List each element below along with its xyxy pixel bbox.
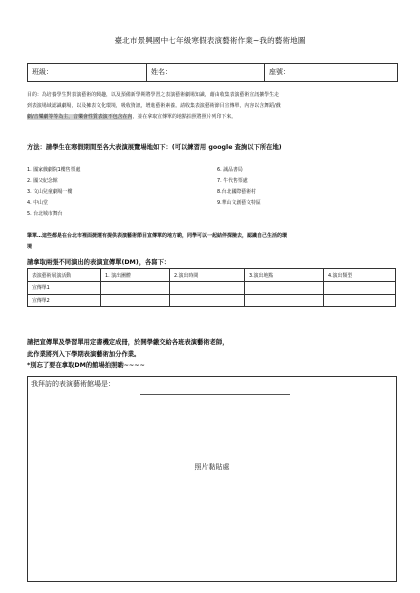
purpose-paragraph <box>27 90 399 123</box>
table-cell[interactable] <box>170 294 245 307</box>
seat-field[interactable]: 座號： <box>264 64 397 81</box>
venue-item: 2. 國父紀念館 <box>27 178 58 184</box>
closing-line: 此作業將列入下學期表演藝術加分作業。 <box>27 350 141 358</box>
venue-item: 8.台北國際藝術村 <box>217 189 256 195</box>
purpose-highlight: 劇/音樂劇等等為主，音樂會性質表演不包含在內 <box>27 114 133 120</box>
purpose-line <box>27 112 399 123</box>
table-cell[interactable] <box>101 282 170 295</box>
closing-line: *別忘了要在拿取DM的館場拍照喲~~~~ <box>27 362 145 369</box>
closing-line: 請把宣傳單及學習單用定書機定成冊，於開學繳交給各班表演藝術老師， <box>27 339 229 346</box>
venue-item: 6. 誠品書局 <box>217 167 243 173</box>
table-row <box>28 282 396 295</box>
table-header-cell: 4.演出類型 <box>324 269 396 282</box>
requirement-heading: 請拿取兩張不同演出的表演宣傳單(DM)，各寫下： <box>27 259 171 266</box>
purpose-rest: ，並在拿取宣傳單的地點拍照將照片列印下來。 <box>132 114 237 120</box>
venue-item: 4. 中山堂 <box>27 200 48 206</box>
note-paragraph <box>27 231 399 253</box>
table-cell[interactable] <box>101 294 170 307</box>
table-cell[interactable] <box>170 282 245 295</box>
venue-item: 3. 文山兒童劇場一樓 <box>27 189 73 195</box>
note-line: 筆單…這些都是在台北市裡面捷運有提供表演藝術節目宣傳單的地方喲，同學可以一起結伴探險去，認識自己生活的環 <box>27 233 288 239</box>
method-heading: 方法：請學生在寒假期間至各大表演展覽場地如下：(可以練習用 google 查詢以下所在地) <box>27 144 282 151</box>
venue-item: 9.華山文創藝文特區 <box>217 200 261 206</box>
table-cell[interactable] <box>324 282 396 295</box>
table-cell[interactable] <box>324 294 396 307</box>
page-title: 臺北市景興國中七年級寒假表演藝術作業~我的藝術地圖 <box>114 36 306 45</box>
row-label: 宣傳單2 <box>28 294 101 307</box>
student-info-table <box>27 63 398 82</box>
table-header-cell: 3.演出地點 <box>245 269 324 282</box>
table-header-row <box>28 269 396 282</box>
table-row <box>28 294 396 307</box>
photo-placeholder: 照片黏貼處 <box>194 463 230 471</box>
name-field[interactable]: 姓名： <box>146 64 264 81</box>
table-header-cell: 1. 演出團體 <box>101 269 170 282</box>
purpose-line: 目的：為培養學生對表演藝術的興趣，以及預備新學期將學習之表演藝術劇場知識，藉由收集表演藝術宣訊擴學生走 <box>27 92 279 98</box>
venue-item: 1. 國家戲劇院1樓售票處 <box>27 167 81 173</box>
purpose-line: 到表演場域認識劇場，以及擁表文化環境，吸收資訊，增進藝術素養。請收集表演藝術節目宣傳單，內容以含舞蹈/戲 <box>27 103 281 109</box>
venue-answer-line[interactable] <box>140 394 290 395</box>
table-header-cell: 表演藝術展演活動 <box>28 269 101 282</box>
table-header-cell: 2.演出時間 <box>170 269 245 282</box>
row-label: 宣傳單1 <box>28 282 101 295</box>
class-field[interactable]: 班級： <box>32 68 53 76</box>
note-line: 境 <box>27 244 33 250</box>
table-cell[interactable] <box>245 282 324 295</box>
table-cell[interactable] <box>245 294 324 307</box>
venue-item: 7. 牛代售票處 <box>217 178 248 184</box>
photo-box[interactable] <box>27 376 397 582</box>
closing-instructions <box>27 337 399 372</box>
venue-item: 5. 台北城市舞台 <box>27 211 63 217</box>
flyer-table <box>27 268 396 307</box>
photo-venue-label: 我拜訪的表演藝術館場是： <box>31 380 115 388</box>
